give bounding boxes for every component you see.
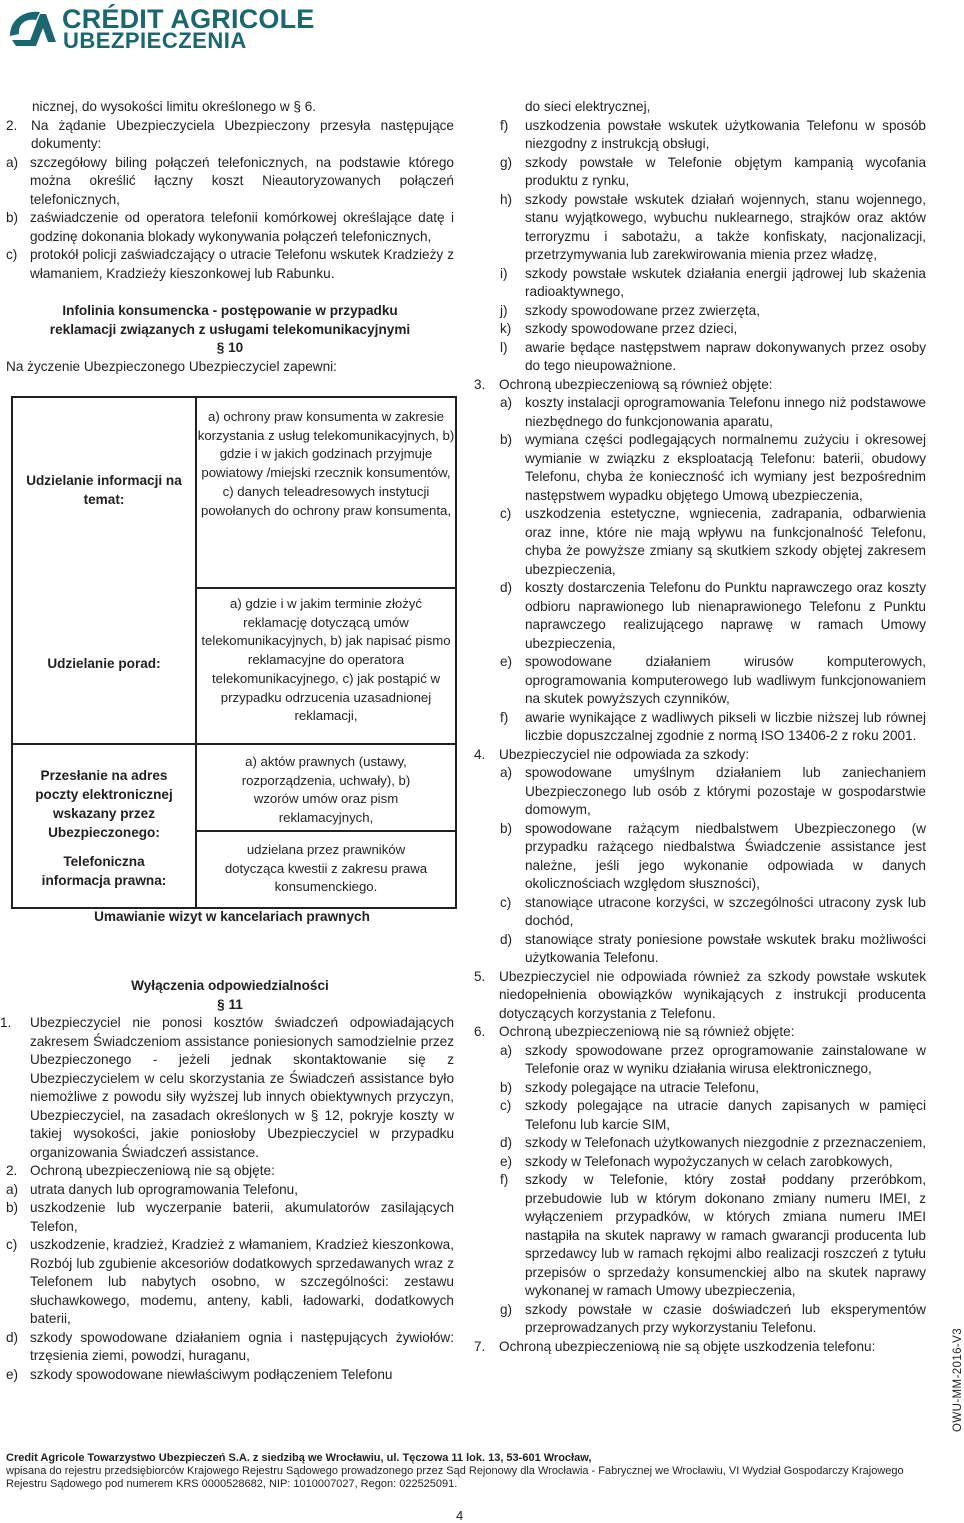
list-item: [474, 653, 926, 709]
table-row-label: Udzielanie porad:: [47, 656, 161, 671]
item-marker: c): [6, 1237, 18, 1252]
item-marker: c): [500, 894, 512, 910]
item-text: szkody w Telefonie, który został poddany przeróbkom, przebudowie lub w którym dokonano zmiany numeru IMEI, z wyłączeniem przypadków, w których zmiana numeru IMEI nastąpiła na skutek naprawy w ramach gwarancji producenta lub sprzedawcy lub w ramach rękojmi albo realizacji roszczeń z tytułu przepisów o sprzedaży konsumenckiej albo na skutek naprawy wykonanej w ramach Umowy ubezpieczenia,: [525, 1172, 926, 1298]
continued-text: nicznej, do wysokości limitu określonego w § 6.: [32, 99, 317, 114]
table-row-text: a) gdzie i w jakim terminie złożyć reklamację dotyczącą umów telekomunikacyjnych, b) jak napisać pismo reklamacyjne do operatora telekomunikacyjnego, c) jak postąpić w przypadku odrzucenia uzasadnionej reklamacji,: [201, 596, 451, 724]
list-item: [474, 154, 926, 191]
brand-logo: [6, 4, 366, 52]
item-marker: f): [500, 709, 509, 725]
item-marker: d): [500, 1135, 513, 1150]
item-text: uszkodzenia estetyczne, wgniecenia, zadrapania, odbarwienia oraz inne, które nie mają wpływu na funkcjonalność Telefonu, chyba że powyższe zmiany są skutkiem szkody objętej zakresem ubezpieczenia,: [525, 506, 926, 577]
item-text: Ubezpieczyciel nie odpowiada również za szkody powstałe wskutek niedopełnienia obowiązków wynikających z instrukcji producenta dotyczących korzystania z Telefonu.: [499, 968, 926, 1021]
footer: [6, 1452, 936, 1491]
item-marker: g): [500, 1301, 513, 1317]
page-number: 4: [456, 1508, 464, 1523]
item-marker: d): [500, 931, 513, 947]
list-item: [474, 1301, 926, 1338]
credit-agricole-logo-icon: [6, 6, 58, 48]
list-item: [6, 1366, 454, 1385]
item-number: 1.: [0, 1015, 12, 1030]
item-marker: e): [500, 654, 513, 669]
paragraph-number: § 11: [217, 996, 243, 1012]
item-number: 2.: [6, 117, 18, 133]
services-table: [11, 396, 457, 909]
list-item: [474, 431, 926, 505]
list-item: [6, 1236, 454, 1329]
section-heading: Infolinia konsumencka - postępowanie w przypadku: [62, 303, 398, 318]
footer-krs: Rejestru Sądowego pod numerem KRS 0000528682, NIP: 1010007027, Regon: 022525091.: [6, 1478, 458, 1490]
brand-subtitle: UBEZPIECZENIA: [63, 28, 247, 53]
brand-name: CRÉDIT AGRICOLE: [62, 4, 315, 34]
item-text: Na żądanie Ubezpieczyciela Ubezpieczony przesyła następujące dokumenty:: [31, 117, 454, 151]
item-text: uszkodzenie, kradzież, Kradzież z włamaniem, Kradzież kieszonkowa, Rozbój lub zgubienie akcesoriów dodatkowych sprzedawanych wraz z Telefonem lub nabytych osobno, w szczególności: zestawu słuchawkowego, modemu, anteny, kabli, ładowarki, dodatkowych baterii,: [30, 1237, 454, 1326]
table-footer: [6, 909, 454, 939]
list-item: [474, 302, 926, 321]
item-text: utrata danych lub oprogramowania Telefonu,: [30, 1181, 299, 1197]
item-text: Ochroną ubezpieczeniową są również objęte:: [499, 376, 773, 392]
list-item: [6, 117, 454, 154]
item-number: 7.: [474, 1338, 486, 1354]
table-row-label: Udzielanie informacji na temat:: [26, 473, 182, 507]
list-item: [6, 154, 454, 210]
footer-registry: wpisana do rejestru przedsiębiorców Krajowego Rejestru Sądowego prowadzonego przez Sąd Rejonowy dla Wrocławia - Fabrycznej we Wrocławiu, VI Wydział Gospodarczy Krajowego: [6, 1465, 904, 1477]
list-item: [474, 1134, 926, 1153]
item-marker: b): [6, 1200, 19, 1215]
item-text: spowodowane działaniem wirusów komputerowych, oprogramowania komputerowego lub wadliwym funkcjonowaniem na skutek powyższych czynników,: [525, 654, 926, 706]
item-marker: f): [500, 1172, 509, 1187]
item-text: szczegółowy biling połączeń telefonicznych, na podstawie którego można określić łączny koszt Nieautoryzowanych połączeń telefonicznych,: [30, 154, 454, 207]
item-marker: b): [6, 210, 19, 225]
list-item: [474, 709, 926, 746]
item-text: szkody w Telefonach wypożyczanych w celach zarobkowych,: [525, 1153, 893, 1169]
item-marker: c): [6, 247, 18, 262]
item-marker: d): [6, 1329, 19, 1345]
item-text: uszkodzenia powstałe wskutek użytkowania Telefonu w sposób niezgodny z instrukcją obsługi,: [525, 117, 926, 151]
item-marker: c): [500, 506, 512, 521]
list-item: [474, 1042, 926, 1079]
item-marker: b): [500, 1079, 513, 1095]
item-marker: l): [500, 339, 508, 355]
list-item: [474, 320, 926, 339]
item-text: protokół policji zaświadczający o utracie Telefonu wskutek Kradzieży z włamaniem, Kradzieży kieszonkowej lub Rabunku.: [30, 247, 454, 281]
list-item: [474, 1023, 926, 1042]
list-item: [474, 394, 926, 431]
list-item: [474, 1338, 926, 1357]
item-text: szkody powstałe wskutek działania energii jądrowej lub skażenia radioaktywnego,: [525, 265, 926, 299]
item-number: 6.: [474, 1024, 486, 1039]
item-marker: b): [500, 432, 513, 447]
list-item: [0, 1014, 454, 1162]
item-text: Ochroną ubezpieczeniową nie są objęte uszkodzenia telefonu:: [499, 1338, 876, 1354]
item-text: szkody powstałe w czasie doświadczeń lub eksperymentów przeprowadzanych przy wykorzystaniu Telefonu.: [525, 1301, 926, 1335]
item-text: stanowiące utracone korzyści, w szczególności utracony zysk lub dochód,: [525, 894, 926, 928]
lead-text: Na życzenie Ubezpieczonego Ubezpieczyciel zapewni:: [6, 358, 337, 374]
item-marker: f): [500, 117, 509, 133]
paragraph-number: § 10: [216, 340, 244, 355]
item-text: koszty instalacji oprogramowania Telefonu innego niż podstawowe niezbędnego do funkcjonowania aparatu,: [525, 395, 926, 429]
item-marker: a): [500, 1042, 513, 1058]
item-marker: c): [500, 1098, 512, 1113]
item-text: uszkodzenie lub wyczerpanie baterii, akumulatorów zasilających Telefon,: [30, 1200, 454, 1234]
list-item: [474, 1097, 926, 1134]
list-item: [474, 339, 926, 376]
list-item: [474, 746, 926, 765]
item-text: koszty dostarczenia Telefonu do Punktu naprawczego oraz koszty odbioru naprawionego lub nienaprawionego Telefonu z Punktu naprawczego realizującego naprawę w ramach Umowy ubezpieczenia,: [525, 580, 926, 651]
list-item: [6, 209, 454, 246]
item-marker: a): [6, 154, 19, 170]
item-text: Ochroną ubezpieczeniową nie są objęte:: [30, 1163, 275, 1178]
list-item: [6, 1199, 454, 1236]
list-item: [474, 894, 926, 931]
item-marker: a): [6, 1181, 19, 1197]
section-heading: reklamacji związanych z usługami telekomunikacyjnymi: [49, 321, 411, 337]
list-item: [474, 931, 926, 968]
item-marker: g): [500, 154, 513, 170]
list-item: [6, 1162, 454, 1181]
table-row-label: Przesłanie na adres poczty elektronicznej wskazany przez Ubezpieczonego:: [35, 768, 173, 840]
table-row-label: Telefoniczna informacja prawna:: [41, 854, 167, 888]
item-marker: d): [500, 580, 513, 595]
table-divider: [197, 587, 455, 589]
table-divider: [197, 830, 455, 832]
item-marker: e): [6, 1366, 19, 1382]
item-marker: k): [500, 321, 512, 336]
item-number: 3.: [474, 376, 486, 392]
item-text: awarie będące następstwem napraw dokonywanych przez osoby do tego nieupoważnione.: [525, 339, 926, 373]
footer-company: Credit Agricole Towarzystwo Ubezpieczeń S.A. z siedzibą we Wrocławiu, ul. Tęczowa 11 lok. 13, 53-601 Wrocław,: [6, 1452, 592, 1464]
item-text: szkody spowodowane działaniem ognia i następujących żywiołów: trzęsienia ziemi, powodzi, huraganu,: [30, 1329, 454, 1363]
list-item: [474, 764, 926, 820]
item-text: spowodowane rażącym niedbalstwem Ubezpieczonego (w przypadku rażącego niedbalstwa Świadczenie assistance jest należne, jeśli jego wykonanie odpowiada w danych okolicznościach względom słuszności),: [525, 820, 926, 891]
item-text: szkody powstałe wskutek działań wojennych, stanu wojennego, stanu wyjątkowego, wybuchu nuklearnego, strajków oraz aktów terroryzmu i sabotażu, a także konfiskaty, nacjonalizacji, przetrzymywania lub zarekwirowania mienia przez władzę,: [525, 191, 926, 262]
right-column: [474, 98, 926, 1356]
table-footer-text: Umawianie wizyt w kancelariach prawnych: [94, 909, 370, 924]
item-marker: e): [500, 1153, 513, 1169]
list-item: [474, 117, 926, 154]
list-item: [474, 265, 926, 302]
item-marker: a): [500, 395, 513, 410]
item-text: wymiana części podlegających normalnemu zużyciu i okresowej wymianie w związku z eksploatacją Telefonu: baterii, obudowy Telefonu, chyba że konieczność ich wymiany jest bezpośrednim następstwem wypadku objętego Umową ubezpieczenia,: [525, 432, 926, 503]
list-item: [474, 579, 926, 653]
continued-text: do sieci elektrycznej,: [525, 99, 651, 114]
table-divider: [13, 743, 455, 745]
document-code: OWU-MM-2016-V3: [952, 1327, 964, 1432]
item-text: szkody w Telefonach użytkowanych niezgodnie z przeznaczeniem,: [525, 1135, 926, 1150]
list-item: [6, 1181, 454, 1200]
table-row-text: a) aktów prawnych (ustawy, rozporządzenia, uchwały), b) wzorów umów oraz pism reklamacyjnych,: [241, 754, 411, 826]
left-column: [0, 98, 455, 1384]
item-text: Ochroną ubezpieczeniową nie są również objęte:: [499, 1024, 795, 1039]
item-marker: a): [500, 765, 513, 780]
item-text: awarie wynikające z wadliwych pikseli w liczbie niższej lub równej liczbie dopuszczalnej zgodnie z normą ISO 13406-2 z roku 2001.: [525, 709, 926, 743]
item-text: szkody spowodowane przez dzieci,: [525, 321, 738, 336]
item-text: szkody polegające na utracie danych zapisanych w pamięci Telefonu lub karcie SIM,: [525, 1098, 926, 1132]
item-text: stanowiące straty poniesione powstałe wskutek braku możliwości użytkowania Telefonu.: [525, 931, 926, 965]
item-text: szkody polegające na utracie Telefonu,: [525, 1079, 760, 1095]
list-item: [6, 246, 454, 283]
section-heading: Wyłączenia odpowiedzialności: [131, 978, 329, 993]
item-marker: h): [500, 191, 513, 207]
item-text: szkody spowodowane niewłaściwym podłączeniem Telefonu: [30, 1366, 393, 1382]
table-row-text: udzielana przez prawników dotycząca kwestii z zakresu prawa konsumenckiego.: [224, 842, 428, 895]
list-item: [474, 505, 926, 579]
item-text: zaświadczenie od operatora telefonii komórkowej określające datę i godzinę dokonania blokady wykonywania połączeń telefonicznych,: [30, 210, 454, 244]
item-number: 4.: [474, 746, 486, 762]
item-number: 2.: [6, 1163, 18, 1178]
item-text: szkody spowodowane przez oprogramowanie zainstalowane w Telefonie oraz w wyniku działania wirusa elektronicznego,: [525, 1042, 926, 1076]
item-text: Ubezpieczyciel nie ponosi kosztów świadczeń odpowiadających zakresem Świadczeniom assistance poniesionych samodzielnie przez Ubezpieczonego - jeżeli jednak skontaktowanie się z Ubezpieczycielem w celu skorzystania ze Świadczeń assistance było niemożliwe z powodu siły wyższej lub innych obiektywnych przyczyn, Ubezpieczyciel, na zasadach określonych w § 12, pokryje koszty w takiej wysokości, jakie poniosłoby Ubezpieczyciel w przypadku organizowania Świadczeń assistance.: [30, 1015, 454, 1160]
item-text: szkody powstałe w Telefonie objętym kampanią wycofania produktu z rynku,: [525, 154, 926, 188]
list-item: [474, 968, 926, 1024]
list-item: [474, 1079, 926, 1098]
list-item: [474, 1171, 926, 1301]
item-marker: b): [500, 820, 513, 836]
list-item: [474, 376, 926, 395]
item-text: Ubezpieczyciel nie odpowiada za szkody:: [499, 746, 750, 762]
table-row-text: a) ochrony praw konsumenta w zakresie korzystania z usług telekomunikacyjnych, b) gdzie i w jakich godzinach przyjmuje powiatowy /miejski rzecznik konsumentów, c) danych teleadresowych instytucji powołanych do ochrony praw konsumenta,: [197, 409, 455, 518]
list-item: [474, 820, 926, 894]
list-item: [474, 191, 926, 265]
item-number: 5.: [474, 968, 486, 984]
item-marker: j): [500, 302, 508, 318]
item-text: spowodowane umyślnym działaniem lub zaniechaniem Ubezpieczonego lub osób z którymi pozostaje w gospodarstwie domowym,: [525, 765, 926, 817]
item-marker: i): [500, 265, 508, 281]
list-item: [474, 1153, 926, 1172]
list-item: [6, 1329, 454, 1366]
item-text: szkody spowodowane przez zwierzęta,: [525, 302, 760, 318]
